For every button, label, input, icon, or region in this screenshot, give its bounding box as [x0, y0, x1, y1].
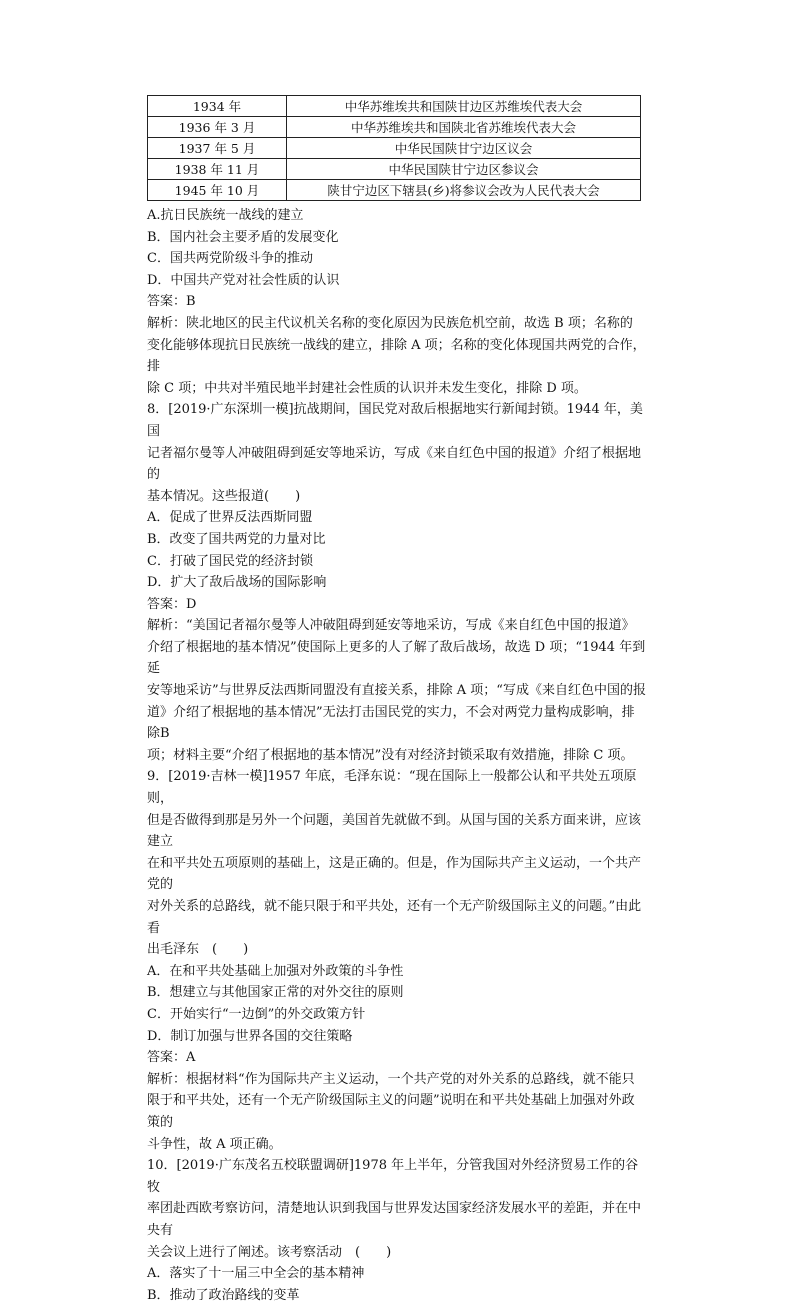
analysis-line: 道》介绍了根据地的基本情况”无法打击国民党的实力，不会对两党力量构成影响，排除B — [147, 704, 635, 742]
option-c: C．开始实行“一边倒”的外交政策方针 — [147, 1006, 366, 1022]
question-stem: 8．[2019·广东深圳一模]抗战期间，国民党对敌后根据地实行新闻封锁。1944 年，美国 — [147, 402, 643, 439]
analysis-line: 项；材料主要“介绍了根据地的基本情况”没有对经济封锁采取有效措施，排除 C 项。 — [147, 747, 634, 763]
analysis-line: 解析：陕北地区的民主代议机关名称的变化原因为民族危机空前，故选 B 项；名称的 — [147, 315, 633, 331]
table-row — [148, 138, 641, 159]
table-row — [148, 96, 641, 117]
option-d: D．扩大了敌后战场的国际影响 — [147, 575, 327, 591]
question-stem: 9．[2019·吉林一模]1957 年底，毛泽东说：“现在国际上一般都公认和平共处五项原则， — [147, 769, 637, 807]
table-row — [148, 180, 641, 201]
option-b: B．改变了国共两党的力量对比 — [147, 531, 326, 547]
analysis-line: 变化能够体现抗日民族统一战线的建立，排除 A 项；名称的变化体现国共两党的合作，排 — [147, 337, 646, 375]
question-stem: 率团赴西欧考察访问，清楚地认识到我国与世界发达国家经济发展水平的差距，并在中央有 — [147, 1201, 642, 1238]
answer: 答案：B — [147, 294, 196, 310]
option-a: A．落实了十一届三中全会的基本精神 — [147, 1266, 365, 1282]
table-cell-year: 1936 年 3 月 — [148, 117, 287, 138]
answer: 答案：D — [147, 596, 197, 612]
question-stem: 对外关系的总路线，就不能只限于和平共处，还有一个无产阶级国际主义的问题。”由此看 — [147, 899, 642, 936]
question-stem: 出毛泽东 ( ) — [147, 942, 249, 958]
table-row — [148, 159, 641, 180]
option-b: B．推动了政治路线的变革 — [147, 1287, 300, 1303]
table-cell-year: 1934 年 — [148, 96, 287, 117]
history-table — [147, 95, 641, 201]
option-a: A．在和平共处基础上加强对外政策的斗争性 — [147, 963, 404, 979]
question-stem: 10．[2019·广东茂名五校联盟调研]1978 年上半年，分管我国对外经济贸易工作的谷牧 — [147, 1158, 639, 1195]
table-cell-event: 中华苏维埃共和国陕北省苏维埃代表大会 — [287, 117, 641, 138]
analysis-line: 解析：“美国记者福尔曼等人冲破阻碍到延安等地采访，写成《来自红色中国的报道》 — [147, 618, 635, 634]
option-c: C．打破了国民党的经济封锁 — [147, 553, 313, 569]
table-cell-event: 中华苏维埃共和国陕甘边区苏维埃代表大会 — [287, 96, 641, 117]
question-body — [147, 205, 647, 1306]
table-cell-event: 陕甘宁边区下辖县(乡)将参议会改为人民代表大会 — [287, 180, 641, 201]
analysis-line: 斗争性，故 A 项正确。 — [147, 1136, 282, 1152]
analysis-line: 介绍了根据地的基本情况”使国际上更多的人了解了敌后战场，故选 D 项；“1944 年到延 — [147, 639, 646, 677]
option-b: B．国内社会主要矛盾的发展变化 — [147, 229, 339, 245]
analysis-line: 限于和平共处，还有一个无产阶级国际主义的问题”说明在和平共处基础上加强对外政策的 — [147, 1093, 635, 1130]
table-cell-year: 1937 年 5 月 — [148, 138, 287, 159]
question-stem: 基本情况。这些报道( ) — [147, 488, 301, 504]
option-c: C．国共两党阶级斗争的推动 — [147, 251, 313, 267]
option-d: D．中国共产党对社会性质的认识 — [147, 272, 340, 288]
question-stem: 关会议上进行了阐述。该考察活动 ( ) — [147, 1244, 392, 1260]
question-stem: 但是否做得到那是另外一个问题，美国首先就做不到。从国与国的关系方面来讲，应该建立 — [147, 812, 642, 850]
table-cell-event: 中华民国陕甘宁边区参议会 — [287, 159, 641, 180]
option-a: A.抗日民族统一战线的建立 — [147, 208, 304, 223]
option-a: A．促成了世界反法西斯同盟 — [147, 510, 313, 526]
analysis-line: 安等地采访”与世界反法西斯同盟没有直接关系，排除 A 项；“写成《来自红色中国的报 — [147, 683, 646, 699]
answer: 答案：A — [147, 1050, 196, 1066]
table-row — [148, 117, 641, 138]
table-cell-event: 中华民国陕甘宁边区议会 — [287, 138, 641, 159]
option-d: D．制订加强与世界各国的交往策略 — [147, 1028, 353, 1044]
option-b: B．想建立与其他国家正常的对外交往的原则 — [147, 985, 404, 1001]
table-cell-year: 1938 年 11 月 — [148, 159, 287, 180]
analysis-line: 解析：根据材料“作为国际共产主义运动，一个共产党的对外关系的总路线，就不能只 — [147, 1071, 635, 1087]
table-cell-year: 1945 年 10 月 — [148, 180, 287, 201]
question-stem: 记者福尔曼等人冲破阻碍到延安等地采访，写成《来自红色中国的报道》介绍了根据地的 — [147, 445, 642, 483]
analysis-line: 除 C 项；中共对半殖民地半封建社会性质的认识并未发生变化，排除 D 项。 — [147, 380, 587, 396]
question-stem: 在和平共处五项原则的基础上，这是正确的。但是，作为国际共产主义运动，一个共产党的 — [147, 855, 642, 893]
